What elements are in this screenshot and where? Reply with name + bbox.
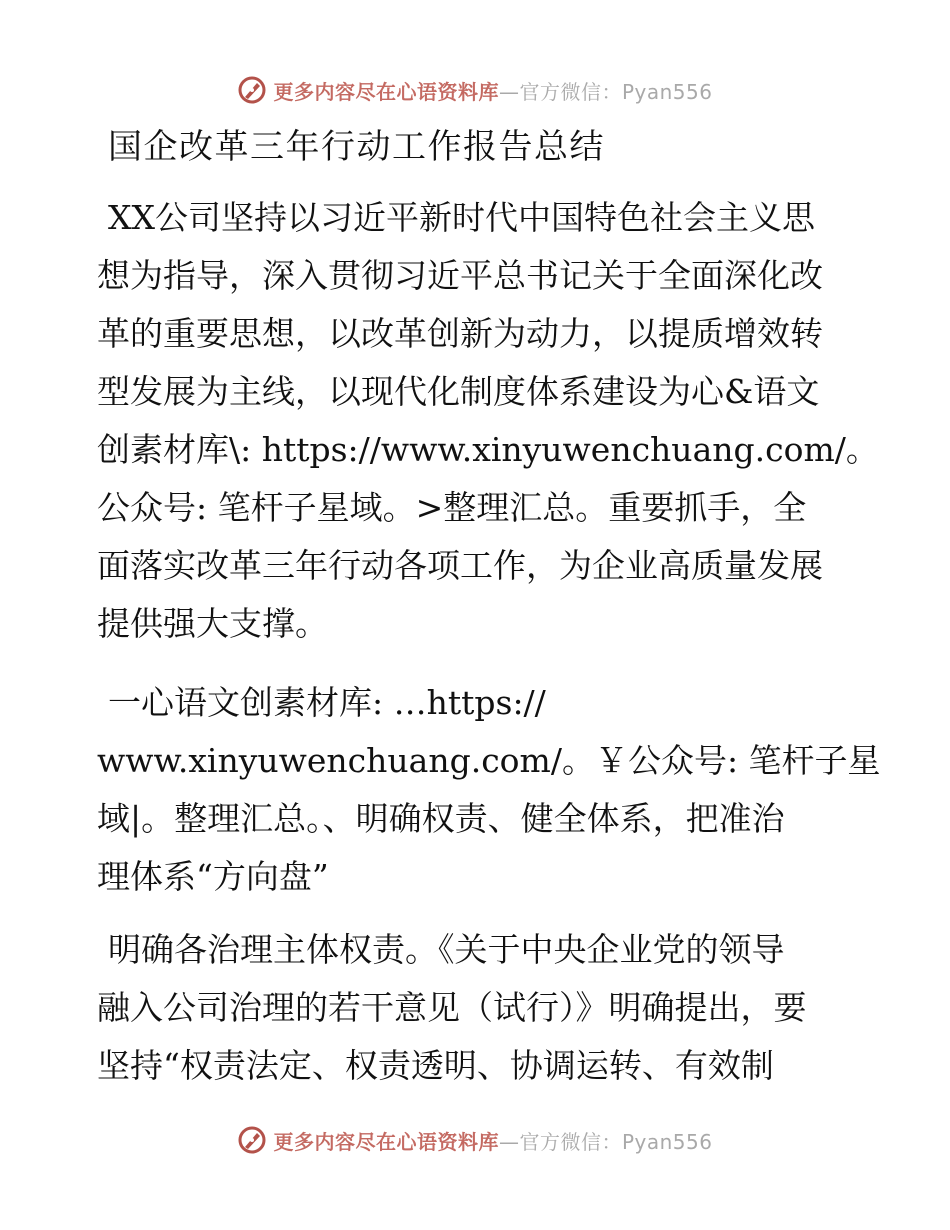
watermark-separator: — bbox=[498, 1129, 520, 1154]
header-watermark bbox=[0, 70, 950, 110]
body-line: 型发展为主线，以现代化制度体系建设为心&语文 bbox=[97, 372, 820, 411]
body-line: 想为指导，深入贯彻习近平总书记关于全面深化改 bbox=[97, 256, 823, 295]
body-line: 理体系“方向盘” bbox=[97, 857, 329, 896]
watermark-text bbox=[273, 76, 712, 105]
body-line: 一心语文创素材库: …https:// bbox=[108, 683, 546, 722]
body-line: www.xinyuwenchuang.com/。￥公众号: 笔杆子星 bbox=[97, 741, 881, 780]
body-line: 革的重要思想，以改革创新为动力，以提质增效转 bbox=[97, 314, 823, 353]
watermark-separator: — bbox=[498, 79, 520, 104]
pen-nib-logo-icon bbox=[237, 1125, 267, 1155]
watermark-contact: 官方微信：Pyan556 bbox=[519, 1129, 713, 1154]
watermark-text bbox=[273, 1126, 712, 1155]
body-line: XX公司坚持以习近平新时代中国特色社会主义思 bbox=[108, 198, 815, 237]
body-line: 融入公司治理的若干意见（试行）》明确提出，要 bbox=[97, 988, 807, 1027]
watermark-brand: 更多内容尽在心语资料库 bbox=[273, 79, 499, 104]
body-line: 提供强大支撑。 bbox=[97, 604, 328, 643]
body-line: 明确各治理主体权责。《关于中央企业党的领导 bbox=[108, 930, 785, 969]
body-line: 域|。整理汇总。、明确权责、健全体系，把准治 bbox=[97, 799, 785, 838]
watermark-brand: 更多内容尽在心语资料库 bbox=[273, 1129, 499, 1154]
document-title: 国企改革三年行动工作报告总结 bbox=[108, 127, 605, 167]
body-line: 坚持“权责法定、权责透明、协调运转、有效制 bbox=[97, 1046, 774, 1085]
body-line: 公众号: 笔杆子星域。>整理汇总。重要抓手，全 bbox=[97, 488, 807, 527]
pen-nib-logo-icon bbox=[237, 75, 267, 105]
footer-watermark bbox=[0, 1120, 950, 1160]
watermark-contact: 官方微信：Pyan556 bbox=[519, 79, 713, 104]
body-line: 面落实改革三年行动各项工作，为企业高质量发展 bbox=[97, 546, 823, 585]
body-line: 创素材库\: https://www.xinyuwenchuang.com/。 bbox=[97, 430, 879, 469]
